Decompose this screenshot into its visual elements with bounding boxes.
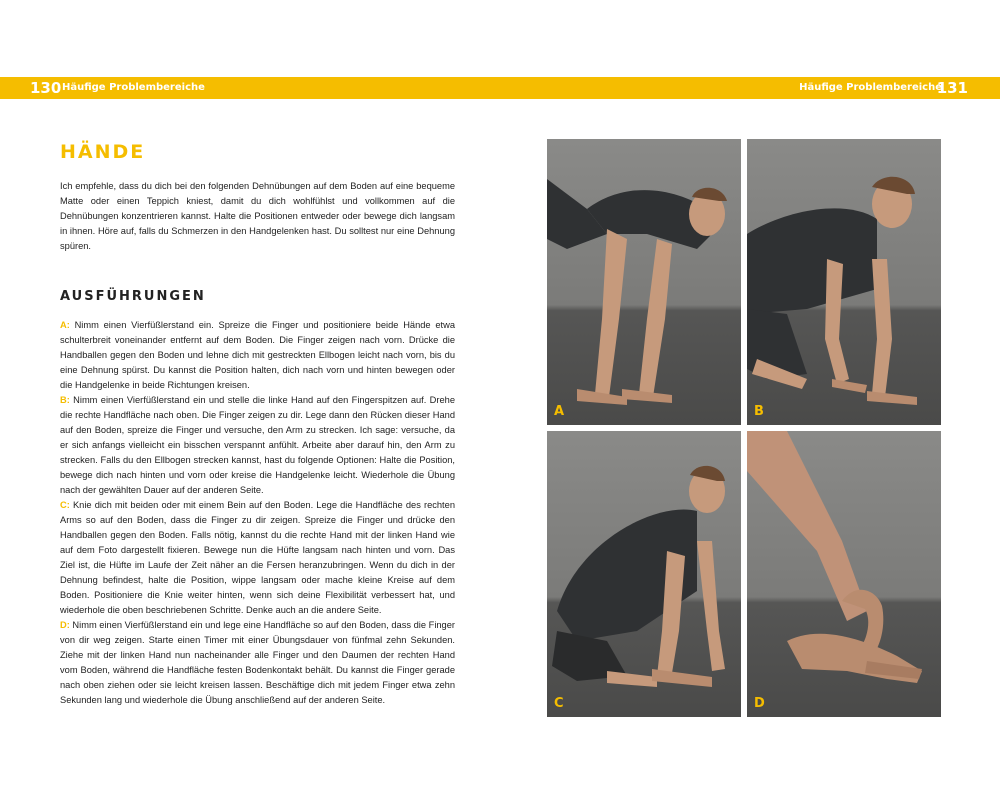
step-d-letter: D: xyxy=(60,620,70,630)
section-title-left: Häufige Problembereiche xyxy=(62,82,205,93)
section-subtitle: AUSFÜHRUNGEN xyxy=(60,289,206,304)
photo-d-illustration xyxy=(747,431,941,717)
section-title-right: Häufige Problembereiche xyxy=(799,82,942,93)
photo-c-label: C xyxy=(554,696,564,711)
photo-b-illustration xyxy=(747,139,941,425)
photo-d xyxy=(747,431,941,717)
page-title: HÄNDE xyxy=(60,141,146,163)
intro-paragraph: Ich empfehle, dass du dich bei den folgenden Dehnübungen auf dem Boden auf eine bequeme Matte oder einen Teppich kniest, damit du dich wohlfühlst und vollkommen auf die Dehnübungen konzentrieren kannst. Halte die Positionen entweder oder bewege dich langsam in ihnen. Höre auf, falls du Schmerzen in den Handgelenken hast. Du solltest nur eine Dehnung spüren. xyxy=(60,181,455,251)
step-b-letter: B: xyxy=(60,395,70,405)
photo-b xyxy=(747,139,941,425)
page-number-left: 130 xyxy=(30,79,62,97)
photo-c xyxy=(547,431,741,717)
step-c-letter: C: xyxy=(60,500,70,510)
photo-a-illustration xyxy=(547,139,741,425)
photo-c-illustration xyxy=(547,431,741,717)
step-d xyxy=(60,618,455,708)
text-column xyxy=(60,140,455,708)
header-bar xyxy=(0,77,1000,99)
step-b xyxy=(60,393,455,498)
step-d-text: Nimm einen Vierfüßlerstand ein und lege eine Handfläche so auf den Boden, dass die Finger von dir weg zeigen. Starte einen Timer mit einer Übungsdauer von fünfmal zehn Sekunden. Ziehe mit der linken Hand nun nacheinander alle Finger und den Daumen der rechten Hand vom Boden, während die Handfläche festen Bodenkontakt behält. Du kannst die Finger gerade nach oben ziehen oder sie leicht kreisen lassen. Beschäftige dich mit jedem Finger etwa zehn Sekunden lang und wiederhole die Übung anschließend auf der anderen Seite. xyxy=(60,620,455,705)
step-a xyxy=(60,318,455,393)
photo-b-label: B xyxy=(754,404,764,419)
page-number-right: 131 xyxy=(936,79,968,97)
photo-d-label: D xyxy=(754,696,765,711)
step-c-text: Knie dich mit beiden oder mit einem Bein auf den Boden. Lege die Handfläche des rechten Arms so auf den Boden, dass die Finger zu dir zeigen. Spreize die Finger und drücke den Handballen gegen den Boden. Falls nötig, kannst du die rechte Hand mit der linken Hand wie auf dem Foto dargestellt fixieren. Bewege nun die Hüfte langsam nach hinten und vorn. Das Ziel ist, die Hüfte im Laufe der Zeit näher an die Fersen heranzubringen. Wenn du dich in der Dehnung befindest, halte die Position, wippe langsam oder mache kleine Kreise auf dem Boden. Positioniere die Knie weiter hinten, wenn sich deine Flexibilität verbessert hat, und wiederhole die oben beschriebenen Schritte. Denke auch an die andere Seite. xyxy=(60,500,455,615)
step-a-text: Nimm einen Vierfüßlerstand ein. Spreize die Finger und positioniere beide Hände etwa schulterbreit voneinander entfernt auf dem Boden. Die Finger zeigen nach vorn. Drücke die Handballen gegen den Boden und lehne dich mit gestreckten Ellbogen leicht nach vorn, bis du eine Dehnung spürst. Du kannst die Position halten, dich nach vorn und hinten bewegen oder die Handgelenke in beide Richtungen kreisen. xyxy=(60,320,455,390)
step-a-letter: A: xyxy=(60,320,70,330)
step-c xyxy=(60,498,455,618)
photo-a xyxy=(547,139,741,425)
step-b-text: Nimm einen Vierfüßlerstand ein und stelle die linke Hand auf den Fingerspitzen auf. Drehe die rechte Handfläche nach oben. Die Finger zeigen zu dir. Lege dann den Rücken dieser Hand auf den Boden, spreize die Finger und versuche, den Arm zu strecken. Ich sage: versuche, da er sich anfangs vielleicht ein bisschen verspannt anfühlt. Arbeite aber darauf hin, den Arm zu strecken. Falls du den Ellbogen strecken kannst, hast du folgende Optionen: Halte die Position, bewege dich nach hinten und vorn oder kreise die Handgelenke leicht. Wiederhole die Übung nach der gewählten Dauer auf der anderen Seite. xyxy=(60,395,455,495)
photo-a-label: A xyxy=(554,404,565,419)
